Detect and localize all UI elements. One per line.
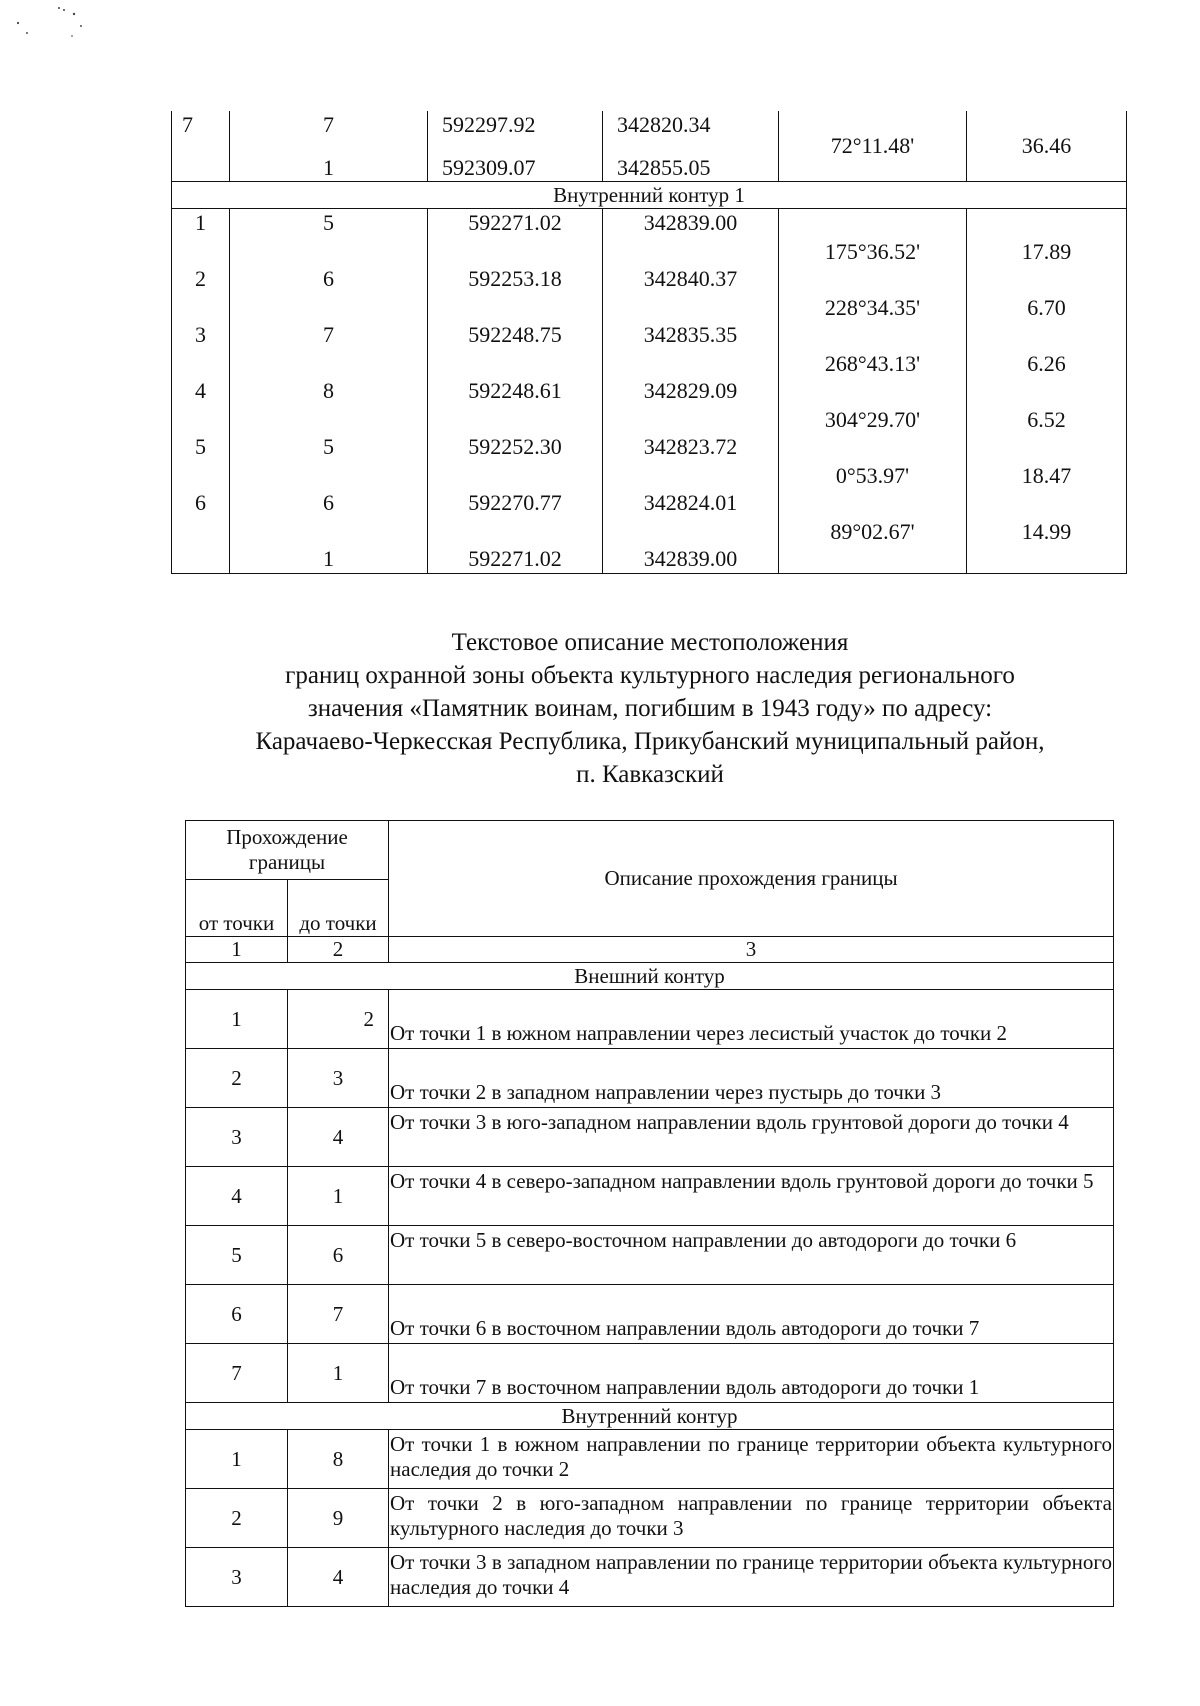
from-point: 1: [186, 1430, 288, 1489]
table-row: [186, 1430, 1114, 1489]
to-point: 4: [288, 1548, 389, 1607]
table-row: [172, 265, 1127, 293]
segment-length: 6.26: [967, 321, 1127, 377]
table-row: [186, 1489, 1114, 1548]
boundary-description: От точки 7 в восточном направлении вдоль автодороги до точки 1: [389, 1344, 1114, 1403]
point-index: 5: [172, 433, 230, 461]
boundary-description: От точки 1 в южном направлении по границе территории объекта культурного наследия до точки 2: [389, 1430, 1114, 1489]
table-row: [186, 1049, 1114, 1108]
point-index: 3: [172, 321, 230, 349]
document-title: [120, 626, 1180, 791]
direction-angle: 175°36.52': [779, 209, 967, 266]
point-index: 1: [172, 209, 230, 238]
direction-angle: 89°02.67': [779, 489, 967, 545]
table-row: [186, 1285, 1114, 1344]
coord-y: 342839.00: [603, 209, 779, 238]
boundary-description: От точки 3 в юго-западном направлении вдоль грунтовой дороги до точки 4: [389, 1108, 1114, 1167]
from-point: 3: [186, 1108, 288, 1167]
coord-y: 342835.35: [603, 321, 779, 349]
column-number: 3: [389, 937, 1114, 963]
section-row: [186, 963, 1114, 990]
to-point: 8: [288, 1430, 389, 1489]
boundary-description: От точки 5 в северо-восточном направлении до автодороги до точки 6: [389, 1226, 1114, 1285]
coord-x: 592270.77: [428, 489, 603, 517]
point-number: 5: [230, 209, 428, 238]
segment-length: 17.89: [967, 209, 1127, 266]
coord-x: 592248.75: [428, 321, 603, 349]
table-row: [172, 377, 1127, 405]
section-label: Внутренний контур 1: [172, 182, 1127, 209]
table-row: [186, 1548, 1114, 1607]
to-point: 2: [288, 990, 389, 1049]
section-row: [172, 182, 1127, 209]
point-index: [172, 139, 230, 182]
direction-angle: 304°29.70': [779, 377, 967, 433]
point-index: 6: [172, 489, 230, 517]
segment-length: 18.47: [967, 433, 1127, 489]
point-number: 1: [230, 139, 428, 182]
coordinates-table: [171, 111, 1127, 574]
point-number: 5: [230, 433, 428, 461]
header-from: от точки: [186, 880, 288, 937]
to-point: 6: [288, 1226, 389, 1285]
coord-x: 592253.18: [428, 265, 603, 293]
from-point: 1: [186, 990, 288, 1049]
to-point: 4: [288, 1108, 389, 1167]
coord-x: 592309.07: [428, 139, 603, 182]
segment-length: 14.99: [967, 489, 1127, 545]
table-row: [172, 321, 1127, 349]
point-number: 6: [230, 489, 428, 517]
boundary-description: От точки 1 в южном направлении через лесистый участок до точки 2: [389, 990, 1114, 1049]
table-row: [186, 1226, 1114, 1285]
boundary-description: От точки 4 в северо-западном направлении вдоль грунтовой дороги до точки 5: [389, 1167, 1114, 1226]
column-number: 1: [186, 937, 288, 963]
point-number: 7: [230, 321, 428, 349]
from-point: 2: [186, 1049, 288, 1108]
to-point: 1: [288, 1167, 389, 1226]
coord-x: 592271.02: [428, 545, 603, 574]
to-point: 7: [288, 1285, 389, 1344]
from-point: 2: [186, 1489, 288, 1548]
point-index: 7: [172, 111, 230, 139]
coord-x: 592248.61: [428, 377, 603, 405]
header-description: Описание прохождения границы: [389, 821, 1114, 937]
from-point: 5: [186, 1226, 288, 1285]
to-point: 9: [288, 1489, 389, 1548]
boundary-description: От точки 2 в западном направлении через пустырь до точки 3: [389, 1049, 1114, 1108]
table-row: [172, 433, 1127, 461]
title-line: значения «Памятник воинам, погибшим в 1943 году» по адресу:: [307, 695, 993, 722]
from-point: 6: [186, 1285, 288, 1344]
empty-cell: [779, 545, 967, 574]
table-row: [172, 209, 1127, 238]
title-line: границ охранной зоны объекта культурного наследия регионального: [285, 662, 1015, 689]
empty-cell: [967, 545, 1127, 574]
table-row: [186, 1108, 1114, 1167]
coord-x: 592252.30: [428, 433, 603, 461]
segment-length: 36.46: [967, 111, 1127, 182]
coord-x: 592297.92: [428, 111, 603, 139]
direction-angle: 72°11.48': [779, 111, 967, 182]
point-index: [172, 545, 230, 574]
section-row: [186, 1403, 1114, 1430]
coord-y: 342840.37: [603, 265, 779, 293]
coord-y: 342820.34: [603, 111, 779, 139]
scan-specks: [0, 0, 120, 60]
coord-x: 592271.02: [428, 209, 603, 238]
section-label: Внутренний контур: [186, 1403, 1114, 1430]
coord-y: 342829.09: [603, 377, 779, 405]
boundary-description: От точки 2 в юго-западном направлении по границе территории объекта культурного наследия до точки 3: [389, 1489, 1114, 1548]
segment-length: 6.52: [967, 377, 1127, 433]
to-point: 1: [288, 1344, 389, 1403]
direction-angle: 268°43.13': [779, 321, 967, 377]
from-point: 4: [186, 1167, 288, 1226]
title-line: Текстовое описание местоположения: [451, 629, 849, 656]
point-number: 8: [230, 377, 428, 405]
boundary-description-table: [185, 820, 1114, 1607]
to-point: 3: [288, 1049, 389, 1108]
table-row: [172, 545, 1127, 574]
point-index: 2: [172, 265, 230, 293]
table-row: [186, 1344, 1114, 1403]
table-row: [172, 111, 1127, 139]
coord-y: 342839.00: [603, 545, 779, 574]
boundary-description: От точки 6 в восточном направлении вдоль автодороги до точки 7: [389, 1285, 1114, 1344]
title-line: Карачаево-Черкесская Республика, Прикубанский муниципальный район,: [255, 728, 1045, 755]
point-number: 7: [230, 111, 428, 139]
header-row: [186, 821, 1114, 880]
column-number-row: [186, 937, 1114, 963]
header-group: Прохождение границы: [186, 821, 389, 880]
column-number: 2: [288, 937, 389, 963]
point-index: 4: [172, 377, 230, 405]
coord-y: 342824.01: [603, 489, 779, 517]
table-row: [186, 990, 1114, 1049]
from-point: 3: [186, 1548, 288, 1607]
title-line: п. Кавказский: [576, 761, 724, 788]
point-number: 1: [230, 545, 428, 574]
segment-length: 6.70: [967, 265, 1127, 321]
from-point: 7: [186, 1344, 288, 1403]
table-row: [172, 489, 1127, 517]
table-row: [186, 1167, 1114, 1226]
direction-angle: 0°53.97': [779, 433, 967, 489]
direction-angle: 228°34.35': [779, 265, 967, 321]
boundary-description: От точки 3 в западном направлении по границе территории объекта культурного наследия до точки 4: [389, 1548, 1114, 1607]
coord-y: 342855.05: [603, 139, 779, 182]
section-label: Внешний контур: [186, 963, 1114, 990]
header-to: до точки: [288, 880, 389, 937]
coord-y: 342823.72: [603, 433, 779, 461]
point-number: 6: [230, 265, 428, 293]
